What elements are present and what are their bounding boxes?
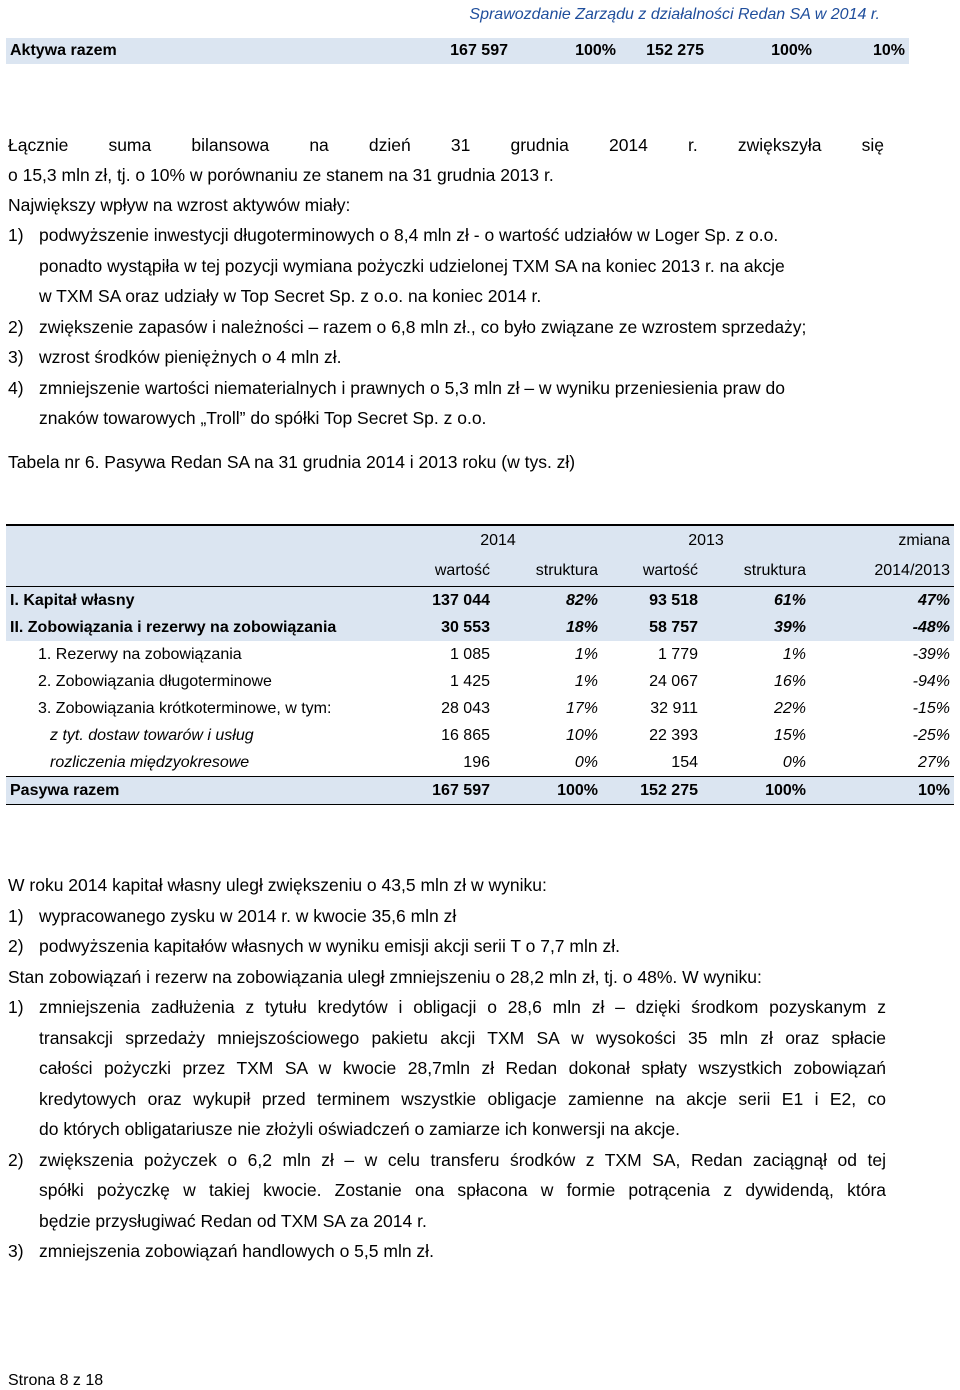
table-row xyxy=(6,614,954,641)
row-label: II. Zobowiązania i rezerwy na zobowiązania xyxy=(6,614,394,641)
list-line: podwyższenie inwestycji długoterminowych o 8,4 mln zł - o wartość udziałów w Loger Sp. z o.o. xyxy=(39,225,779,245)
change-value: 47% xyxy=(810,587,954,615)
table-caption: Tabela nr 6. Pasywa Redan SA na 31 grudnia 2014 i 2013 roku (w tys. zł) xyxy=(8,452,576,472)
change-value: -15% xyxy=(912,699,950,717)
list-item xyxy=(8,931,886,962)
header-change: zmiana xyxy=(810,525,954,556)
value-2014: 196 xyxy=(463,753,490,771)
value-2013: 58 757 xyxy=(602,614,702,641)
list-line: zmniejszenia zadłużenia z tytułu kredytów i obligacji o 28,6 mln zł – dzięki środkom pozyskanym z xyxy=(39,997,886,1017)
value-2014: 30 553 xyxy=(394,614,494,641)
header-year-2014: 2014 xyxy=(394,525,602,556)
row-label: 3. Zobowiązania krótkoterminowe, w tym: xyxy=(38,699,332,717)
structure-2014: 18% xyxy=(494,614,602,641)
paragraph-line: Stan zobowiązań i rezerw na zobowiązania uległ zmniejszeniu o 28,2 mln zł, tj. o 48%. W wyniku: xyxy=(8,966,762,987)
list-item xyxy=(8,1236,886,1267)
header-value-2014: wartość xyxy=(394,556,494,587)
structure-2014: 100% xyxy=(494,777,602,805)
list-line: ponadto wystąpiła w tej pozycji wymiana pożyczki udzielonej TXM SA na koniec 2013 r. na akcje xyxy=(39,255,785,276)
change-value: -39% xyxy=(912,645,950,663)
structure-2013: 22% xyxy=(773,699,806,717)
value-2013: 93 518 xyxy=(602,587,702,615)
paragraph-line: W roku 2014 kapitał własny uległ zwiększeniu o 43,5 mln zł w wyniku: xyxy=(8,875,547,895)
list-line: całości pożyczki przez TXM SA w kwocie 28,7mln zł Redan dokonał spłaty wszystkich zobowiązań xyxy=(39,1058,886,1078)
structure-2013: 16% xyxy=(773,672,806,690)
paragraph-line: o 15,3 mln zł, tj. o 10% w porównaniu ze stanem na 31 grudnia 2013 r. xyxy=(8,165,554,185)
value-2013: 24 067 xyxy=(649,672,698,690)
structure-2014: 1% xyxy=(574,645,598,663)
list-item xyxy=(8,312,888,343)
row-label: z tyt. dostaw towarów i usług xyxy=(50,726,254,744)
list-line: będzie przysługiwać Redan od TXM SA za 2014 r. xyxy=(39,1210,427,1231)
value-2014: 167 597 xyxy=(450,42,508,59)
structure-2013: 1% xyxy=(782,645,806,663)
table-header-row xyxy=(6,525,954,556)
value-2014: 1 425 xyxy=(449,672,490,690)
list-item xyxy=(8,1145,886,1237)
list-line: do których obligatariusze nie złożyli oświadczeń o zamiarze ich konwersji na akcje. xyxy=(39,1119,680,1139)
value-2014: 1 085 xyxy=(449,645,490,663)
list-number: 2) xyxy=(8,936,24,956)
table-row xyxy=(6,749,954,777)
row-label: 1. Rezerwy na zobowiązania xyxy=(38,645,242,663)
change-value: 27% xyxy=(917,753,950,771)
value-2013: 154 xyxy=(671,753,698,771)
list-number: 3) xyxy=(8,347,24,367)
list-line: transakcji sprzedaży mniejszościowego pakietu akcji TXM SA w wysokości 35 mln zł oraz spłacie xyxy=(39,1027,886,1048)
intro-text xyxy=(8,130,884,220)
page-number: Strona 8 z 18 xyxy=(8,1372,104,1389)
page-header-title: Sprawozdanie Zarządu z działalności Redan SA w 2014 r. xyxy=(469,6,880,23)
table-row xyxy=(6,695,954,722)
structure-2013: 61% xyxy=(702,587,810,615)
change-value: 10% xyxy=(810,777,954,805)
header-year-2013: 2013 xyxy=(602,525,810,556)
table-row xyxy=(6,641,954,668)
row-label: I. Kapitał własny xyxy=(6,587,394,615)
paragraph-line: Łącznie suma bilansowa na dzień 31 grudnia 2014 r. zwiększyła się xyxy=(8,135,884,155)
value-2014: 137 044 xyxy=(394,587,494,615)
table-total-row xyxy=(6,777,954,805)
structure-2013: 100% xyxy=(702,777,810,805)
list-number: 2) xyxy=(8,316,24,337)
list-line: zmniejszenia zobowiązań handlowych o 5,5 mln zł. xyxy=(39,1241,434,1261)
structure-2013: 39% xyxy=(702,614,810,641)
list-number: 1) xyxy=(8,905,24,926)
value-2013: 32 911 xyxy=(650,699,698,717)
list-line: zwiększenie zapasów i należności – razem o 6,8 mln zł., co było związane ze wzrostem sprzedaży; xyxy=(39,316,807,337)
list-item xyxy=(8,992,886,1145)
value-2014: 167 597 xyxy=(394,777,494,805)
structure-2014: 1% xyxy=(574,672,598,690)
header-blank xyxy=(6,525,394,556)
change-value: -48% xyxy=(810,614,954,641)
list-item xyxy=(8,373,888,434)
liabilities-table xyxy=(6,524,954,805)
row-label: rozliczenia międzyokresowe xyxy=(50,753,250,771)
table-row xyxy=(6,587,954,615)
value-2014: 28 043 xyxy=(441,699,490,717)
structure-2014: 17% xyxy=(565,699,598,717)
structure-2014: 0% xyxy=(574,753,598,771)
list-line: kredytowych oraz wykupił przed terminem wszystkie obligacje zamienne na akcje serii E1 i E2, co xyxy=(39,1088,886,1109)
list-line: wzrost środków pieniężnych o 4 mln zł. xyxy=(39,347,342,367)
table-row xyxy=(6,38,909,64)
assets-total-table xyxy=(6,38,909,64)
header-value-2013: wartość xyxy=(602,556,702,587)
structure-2014: 82% xyxy=(494,587,602,615)
value-2013: 1 779 xyxy=(657,645,698,663)
list-number: 1) xyxy=(8,997,24,1017)
equity-commentary xyxy=(8,870,886,1267)
list-line: zwiększenia pożyczek o 6,2 mln zł – w celu transferu środków z TXM SA, Redan zaciągnął od tej xyxy=(39,1149,886,1170)
list-line: w TXM SA oraz udziały w Top Secret Sp. z o.o. na koniec 2014 r. xyxy=(39,286,542,306)
header-structure-2014: struktura xyxy=(494,556,602,587)
table-header-row xyxy=(6,556,954,587)
table-row xyxy=(6,668,954,695)
value-2013: 152 275 xyxy=(602,777,702,805)
row-label: Pasywa razem xyxy=(6,777,394,805)
list-line: podwyższenia kapitałów własnych w wyniku emisji akcji serii T o 7,7 mln zł. xyxy=(39,936,620,956)
list-item xyxy=(8,342,888,373)
list-number: 2) xyxy=(8,1149,24,1170)
structure-2013: 15% xyxy=(773,726,806,744)
row-label: 2. Zobowiązania długoterminowe xyxy=(38,672,272,690)
header-structure-2013: struktura xyxy=(702,556,810,587)
change-value: 10% xyxy=(872,42,905,59)
change-value: -25% xyxy=(912,726,950,744)
structure-2013: 100% xyxy=(771,42,812,59)
header-change-period: 2014/2013 xyxy=(810,556,954,587)
row-label: Aktywa razem xyxy=(10,42,117,59)
list-line: spółki pożyczkę w takiej kwocie. Zostanie ona spłacona w formie potrącenia z dywidendą, która xyxy=(39,1180,886,1200)
value-2013: 22 393 xyxy=(649,726,698,744)
list-item xyxy=(8,220,888,312)
list-item xyxy=(8,901,886,932)
paragraph-line: Największy wpływ na wzrost aktywów miały: xyxy=(8,195,351,215)
list-line: zmniejszenie wartości niematerialnych i prawnych o 5,3 mln zł – w wyniku przeniesienia praw do xyxy=(39,377,786,398)
value-2014: 16 865 xyxy=(441,726,490,744)
change-value: -94% xyxy=(912,672,950,690)
structure-2014: 100% xyxy=(575,42,616,59)
value-2013: 152 275 xyxy=(646,42,704,59)
structure-2013: 0% xyxy=(782,753,806,771)
list-number: 3) xyxy=(8,1241,24,1261)
list-line: znaków towarowych „Troll” do spółki Top Secret Sp. z o.o. xyxy=(39,408,487,428)
list-line: wypracowanego zysku w 2014 r. w kwocie 35,6 mln zł xyxy=(39,905,457,926)
asset-change-list xyxy=(8,220,888,434)
table-row xyxy=(6,722,954,749)
structure-2014: 10% xyxy=(565,726,598,744)
list-number: 4) xyxy=(8,377,24,398)
list-number: 1) xyxy=(8,225,24,245)
header-blank xyxy=(6,556,394,587)
